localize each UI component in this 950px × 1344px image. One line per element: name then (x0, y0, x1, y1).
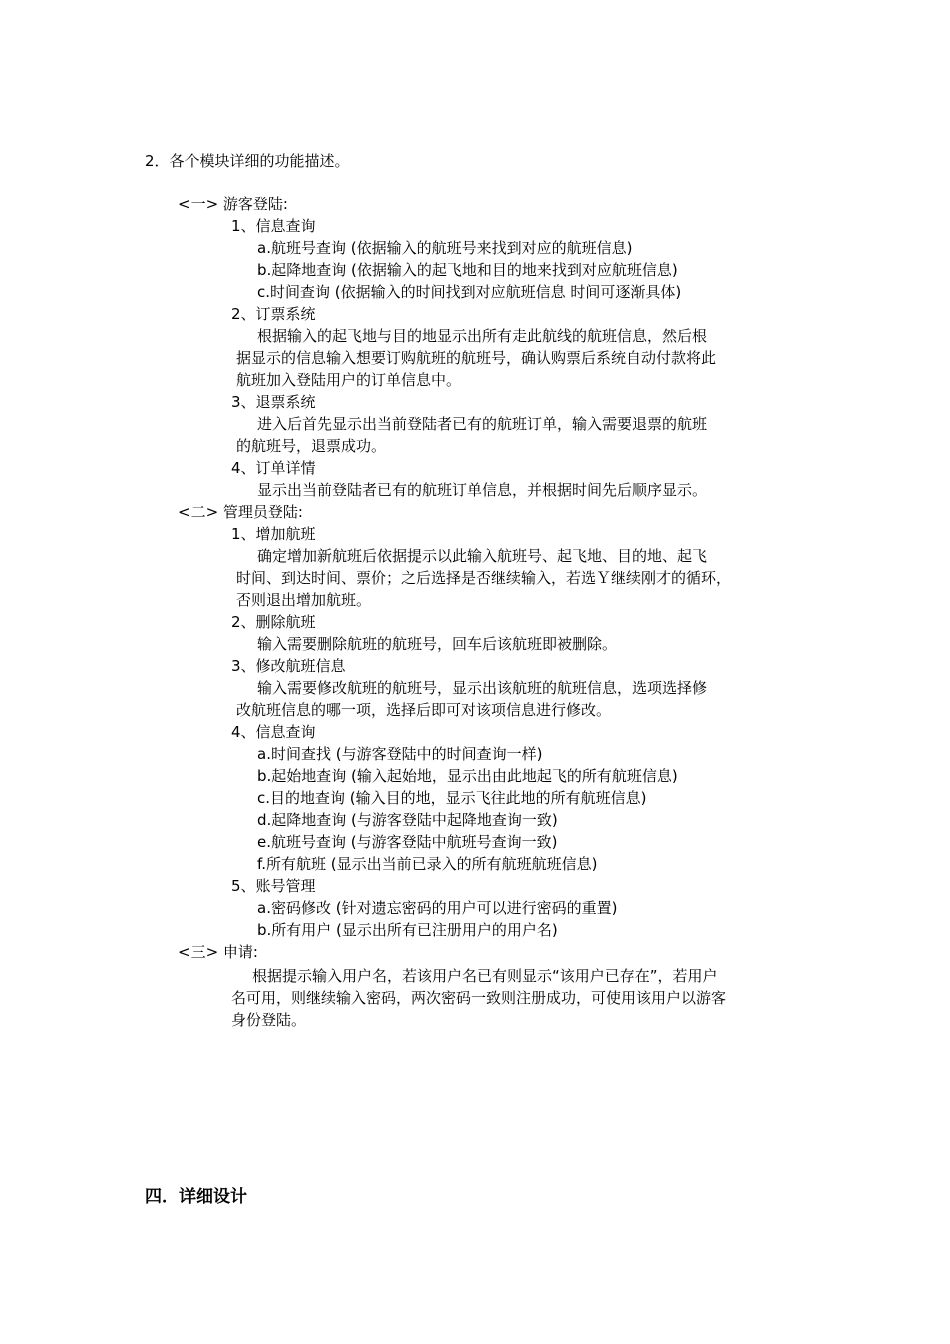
paragraph-line: 显示出当前登陆者已有的航班订单信息，并根据时间先后顺序显示。 (257, 481, 708, 499)
list-item: c.时间查询 (依据输入的时间找到对应航班信息 时间可逐渐具体) (257, 283, 682, 301)
admin-edit-flight-title: 3、修改航班信息 (231, 657, 346, 675)
paragraph-line: 确定增加新航班后依据提示以此输入航班号、起飞地、目的地、起飞 (257, 547, 708, 565)
admin-account-title: 5、账号管理 (231, 877, 316, 895)
register-heading: <三> 申请: (178, 943, 258, 961)
list-item: c.目的地查询 (输入目的地，显示飞往此地的所有航班信息) (257, 789, 647, 807)
list-item: b.所有用户 (显示出所有已注册用户的用户名) (257, 921, 558, 939)
guest-info-query-title: 1、信息查询 (231, 217, 316, 235)
paragraph-line: 根据输入的起飞地与目的地显示出所有走此航线的航班信息，然后根 (257, 327, 708, 345)
guest-order-detail-title: 4、订单详情 (231, 459, 316, 477)
section-heading-detailed-design: 四．详细设计 (145, 1187, 247, 1207)
guest-refund-title: 3、退票系统 (231, 393, 316, 411)
section-intro: 2．各个模块详细的功能描述。 (145, 152, 350, 170)
guest-booking-title: 2、订票系统 (231, 305, 316, 323)
list-item: d.起降地查询 (与游客登陆中起降地查询一致) (257, 811, 558, 829)
paragraph-line: 据显示的信息输入想要订购航班的航班号，确认购票后系统自动付款将此 (236, 349, 717, 367)
admin-info-query-title: 4、信息查询 (231, 723, 316, 741)
guest-heading: <一> 游客登陆: (178, 195, 288, 213)
paragraph-line: 输入需要删除航班的航班号，回车后该航班即被删除。 (257, 635, 618, 653)
paragraph-line: 输入需要修改航班的航班号，显示出该航班的航班信息，选项选择修 (257, 679, 708, 697)
paragraph-line: 否则退出增加航班。 (236, 591, 372, 609)
admin-heading: <二> 管理员登陆: (178, 503, 303, 521)
paragraph-line: 航班加入登陆用户的订单信息中。 (236, 371, 462, 389)
admin-delete-flight-title: 2、删除航班 (231, 613, 316, 631)
list-item: b.起降地查询 (依据输入的起飞地和目的地来找到对应航班信息) (257, 261, 678, 279)
list-item: a.时间查找 (与游客登陆中的时间查询一样) (257, 745, 543, 763)
list-item: a.密码修改 (针对遗忘密码的用户可以进行密码的重置) (257, 899, 618, 917)
list-item: a.航班号查询 (依据输入的航班号来找到对应的航班信息) (257, 239, 633, 257)
paragraph-line: 时间、到达时间、票价；之后选择是否继续输入，若选Ｙ继续刚才的循环， (236, 569, 732, 587)
paragraph-line: 根据提示输入用户名，若该用户名已有则显示“该用户已存在”，若用户 (252, 967, 718, 985)
list-item: b.起始地查询 (输入起始地，显示出由此地起飞的所有航班信息) (257, 767, 678, 785)
admin-add-flight-title: 1、增加航班 (231, 525, 316, 543)
paragraph-line: 进入后首先显示出当前登陆者已有的航班订单，输入需要退票的航班 (257, 415, 708, 433)
paragraph-line: 身份登陆。 (231, 1011, 307, 1029)
paragraph-line: 名可用，则继续输入密码，两次密码一致则注册成功，可使用该用户以游客 (231, 989, 727, 1007)
list-item: f.所有航班 (显示出当前已录入的所有航班航班信息) (257, 855, 598, 873)
paragraph-line: 改航班信息的哪一项，选择后即可对该项信息进行修改。 (236, 701, 612, 719)
list-item: e.航班号查询 (与游客登陆中航班号查询一致) (257, 833, 558, 851)
paragraph-line: 的航班号，退票成功。 (236, 437, 387, 455)
